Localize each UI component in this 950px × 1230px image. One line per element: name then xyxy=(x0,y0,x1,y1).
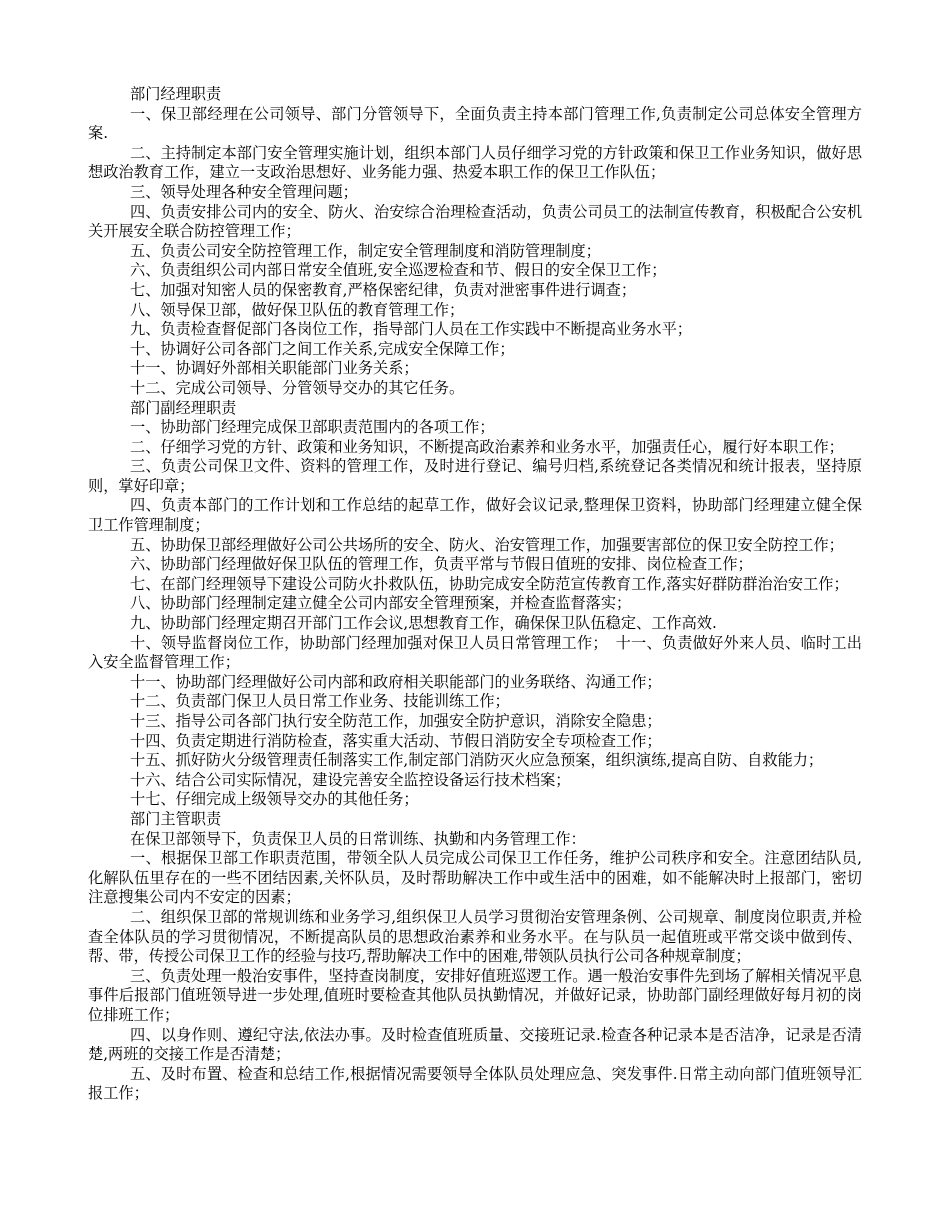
paragraph: 二、组织保卫部的常规训练和业务学习,组织保卫人员学习贯彻治安管理条例、公司规章、制度岗位职责,并检查全体队员的学习贯彻情况，不断提高队员的思想政治素养和业务水平。在与队员一起值班或平常交谈中做到传、帮、带，传授公司保卫工作的经验与技巧,帮助解决工作中的困难,带领队员执行公司各种规章制度； xyxy=(88,907,862,966)
paragraph: 十四、负责定期进行消防检查，落实重大活动、节假日消防安全专项检查工作； xyxy=(130,731,662,750)
paragraph: 五、及时布置、检查和总结工作,根据情况需要领导全体队员处理应急、突发事件.日常主动向部门值班领导汇报工作； xyxy=(88,1064,862,1103)
paragraph: 七、加强对知密人员的保密教育,严格保密纪律，负责对泄密事件进行调查； xyxy=(130,280,637,299)
paragraph: 五、负责公司安全防控管理工作，制定安全管理制度和消防管理制度； xyxy=(130,241,601,260)
paragraph: 十二、完成公司领导、分管领导交办的其它任务。 xyxy=(130,378,465,397)
paragraph: 六、协助部门经理做好保卫队伍的管理工作，负责平常与节假日值班的安排、岗位检查工作； xyxy=(130,555,753,574)
paragraph: 七、在部门经理领导下建设公司防火扑救队伍，协助完成安全防范宣传教育工作,落实好群防群治治安工作； xyxy=(130,574,849,593)
paragraph: 一、保卫部经理在公司领导、部门分管领导下，全面负责主持本部门管理工作,负责制定公司总体安全管理方案. xyxy=(88,104,862,143)
paragraph: 三、负责公司保卫文件、资料的管理工作，及时进行登记、编号归档,系统登记各类情况和统计报表，坚持原则，掌好印章； xyxy=(88,457,862,495)
paragraph: 十、领导监督岗位工作，协助部门经理加强对保卫人员日常管理工作； 十一、负责做好外来人员、临时工出入安全监督管理工作； xyxy=(88,633,862,672)
section-heading: 部门副经理职责 xyxy=(130,398,237,417)
paragraph: 在保卫部领导下，负责保卫人员的日常训练、执勤和内务管理工作： xyxy=(130,829,586,848)
paragraph: 二、仔细学习党的方针、政策和业务知识，不断提高政治素养和业务水平，加强责任心，履行好本职工作； xyxy=(130,437,844,456)
section-heading: 部门主管职责 xyxy=(130,809,222,828)
paragraph: 四、负责安排公司内的安全、防火、治安综合治理检查活动，负责公司员工的法制宣传教育，积极配合公安机关开展安全联合防控管理工作； xyxy=(88,202,862,241)
paragraph: 二、主持制定本部门安全管理实施计划，组织本部门人员仔细学习党的方针政策和保卫工作业务知识，做好思想政治教育工作，建立一支政治思想好、业务能力强、热爱本职工作的保卫工作队伍； xyxy=(88,143,862,182)
paragraph: 五、协助保卫部经理做好公司公共场所的安全、防火、治安管理工作，加强要害部位的保卫安全防控工作； xyxy=(130,535,844,554)
paragraph: 十五、抓好防火分级管理责任制落实工作,制定部门消防灭火应急预案，组织演练,提高自防、自救能力； xyxy=(130,751,824,770)
paragraph: 八、领导保卫部，做好保卫队伍的教育管理工作； xyxy=(130,300,465,319)
paragraph: 十二、负责部门保卫人员日常工作业务、技能训练工作； xyxy=(130,692,510,711)
paragraph: 八、协助部门经理制定建立健全公司内部安全管理预案，并检查监督落实； xyxy=(130,594,632,613)
paragraph: 三、领导处理各种安全管理问题； xyxy=(130,182,358,201)
paragraph: 九、协助部门经理定期召开部门工作会议,思想教育工作，确保保卫队伍稳定、工作高效. xyxy=(130,614,717,633)
paragraph: 十一、协调好外部相关职能部门业务关系； xyxy=(130,359,419,378)
paragraph: 四、以身作则、遵纪守法,依法办事。及时检查值班质量、交接班记录.检查各种记录本是否洁净，记录是否清楚,两班的交接工作是否清楚； xyxy=(88,1025,862,1064)
paragraph: 九、负责检查督促部门各岗位工作，指导部门人员在工作实践中不断提高业务水平； xyxy=(130,320,692,339)
paragraph: 十七、仔细完成上级领导交办的其他任务； xyxy=(130,790,419,809)
paragraph: 十三、指导公司各部门执行安全防范工作，加强安全防护意识，消除安全隐患； xyxy=(130,712,662,730)
paragraph: 三、负责处理一般治安事件，坚持查岗制度，安排好值班巡逻工作。遇一般治安事件先到场了解相关情况平息事件后报部门值班领导进一步处理,值班时要检查其他队员执勤情况，并做好记录，协助部门副经理做好每月初的岗位排班工作； xyxy=(88,966,862,1024)
section-heading: 部门经理职责 xyxy=(130,85,222,103)
paragraph: 十一、协助部门经理做好公司内部和政府相关职能部门的业务联络、沟通工作； xyxy=(130,672,662,691)
paragraph: 一、根据保卫部工作职责范围，带领全队人员完成公司保卫工作任务，维护公司秩序和安全。注意团结队员,化解队伍里存在的一些不团结因素,关怀队员，及时帮助解决工作中或生活中的困难，如不能解决时上报部门，密切注意搜集公司内不安定的因素； xyxy=(88,849,862,907)
document-body xyxy=(88,85,862,1104)
paragraph: 一、协助部门经理完成保卫部职责范围内的各项工作； xyxy=(130,418,495,437)
paragraph: 十、协调好公司各部门之间工作关系,完成安全保障工作； xyxy=(130,339,515,358)
paragraph: 四、负责本部门的工作计划和工作总结的起草工作，做好会议记录,整理保卫资料，协助部门经理建立健全保卫工作管理制度； xyxy=(88,496,862,535)
paragraph: 六、负责组织公司内部日常安全值班,安全巡逻检查和节、假日的安全保卫工作； xyxy=(130,261,667,280)
paragraph: 十六、结合公司实际情况，建设完善安全监控设备运行技术档案； xyxy=(130,770,571,789)
